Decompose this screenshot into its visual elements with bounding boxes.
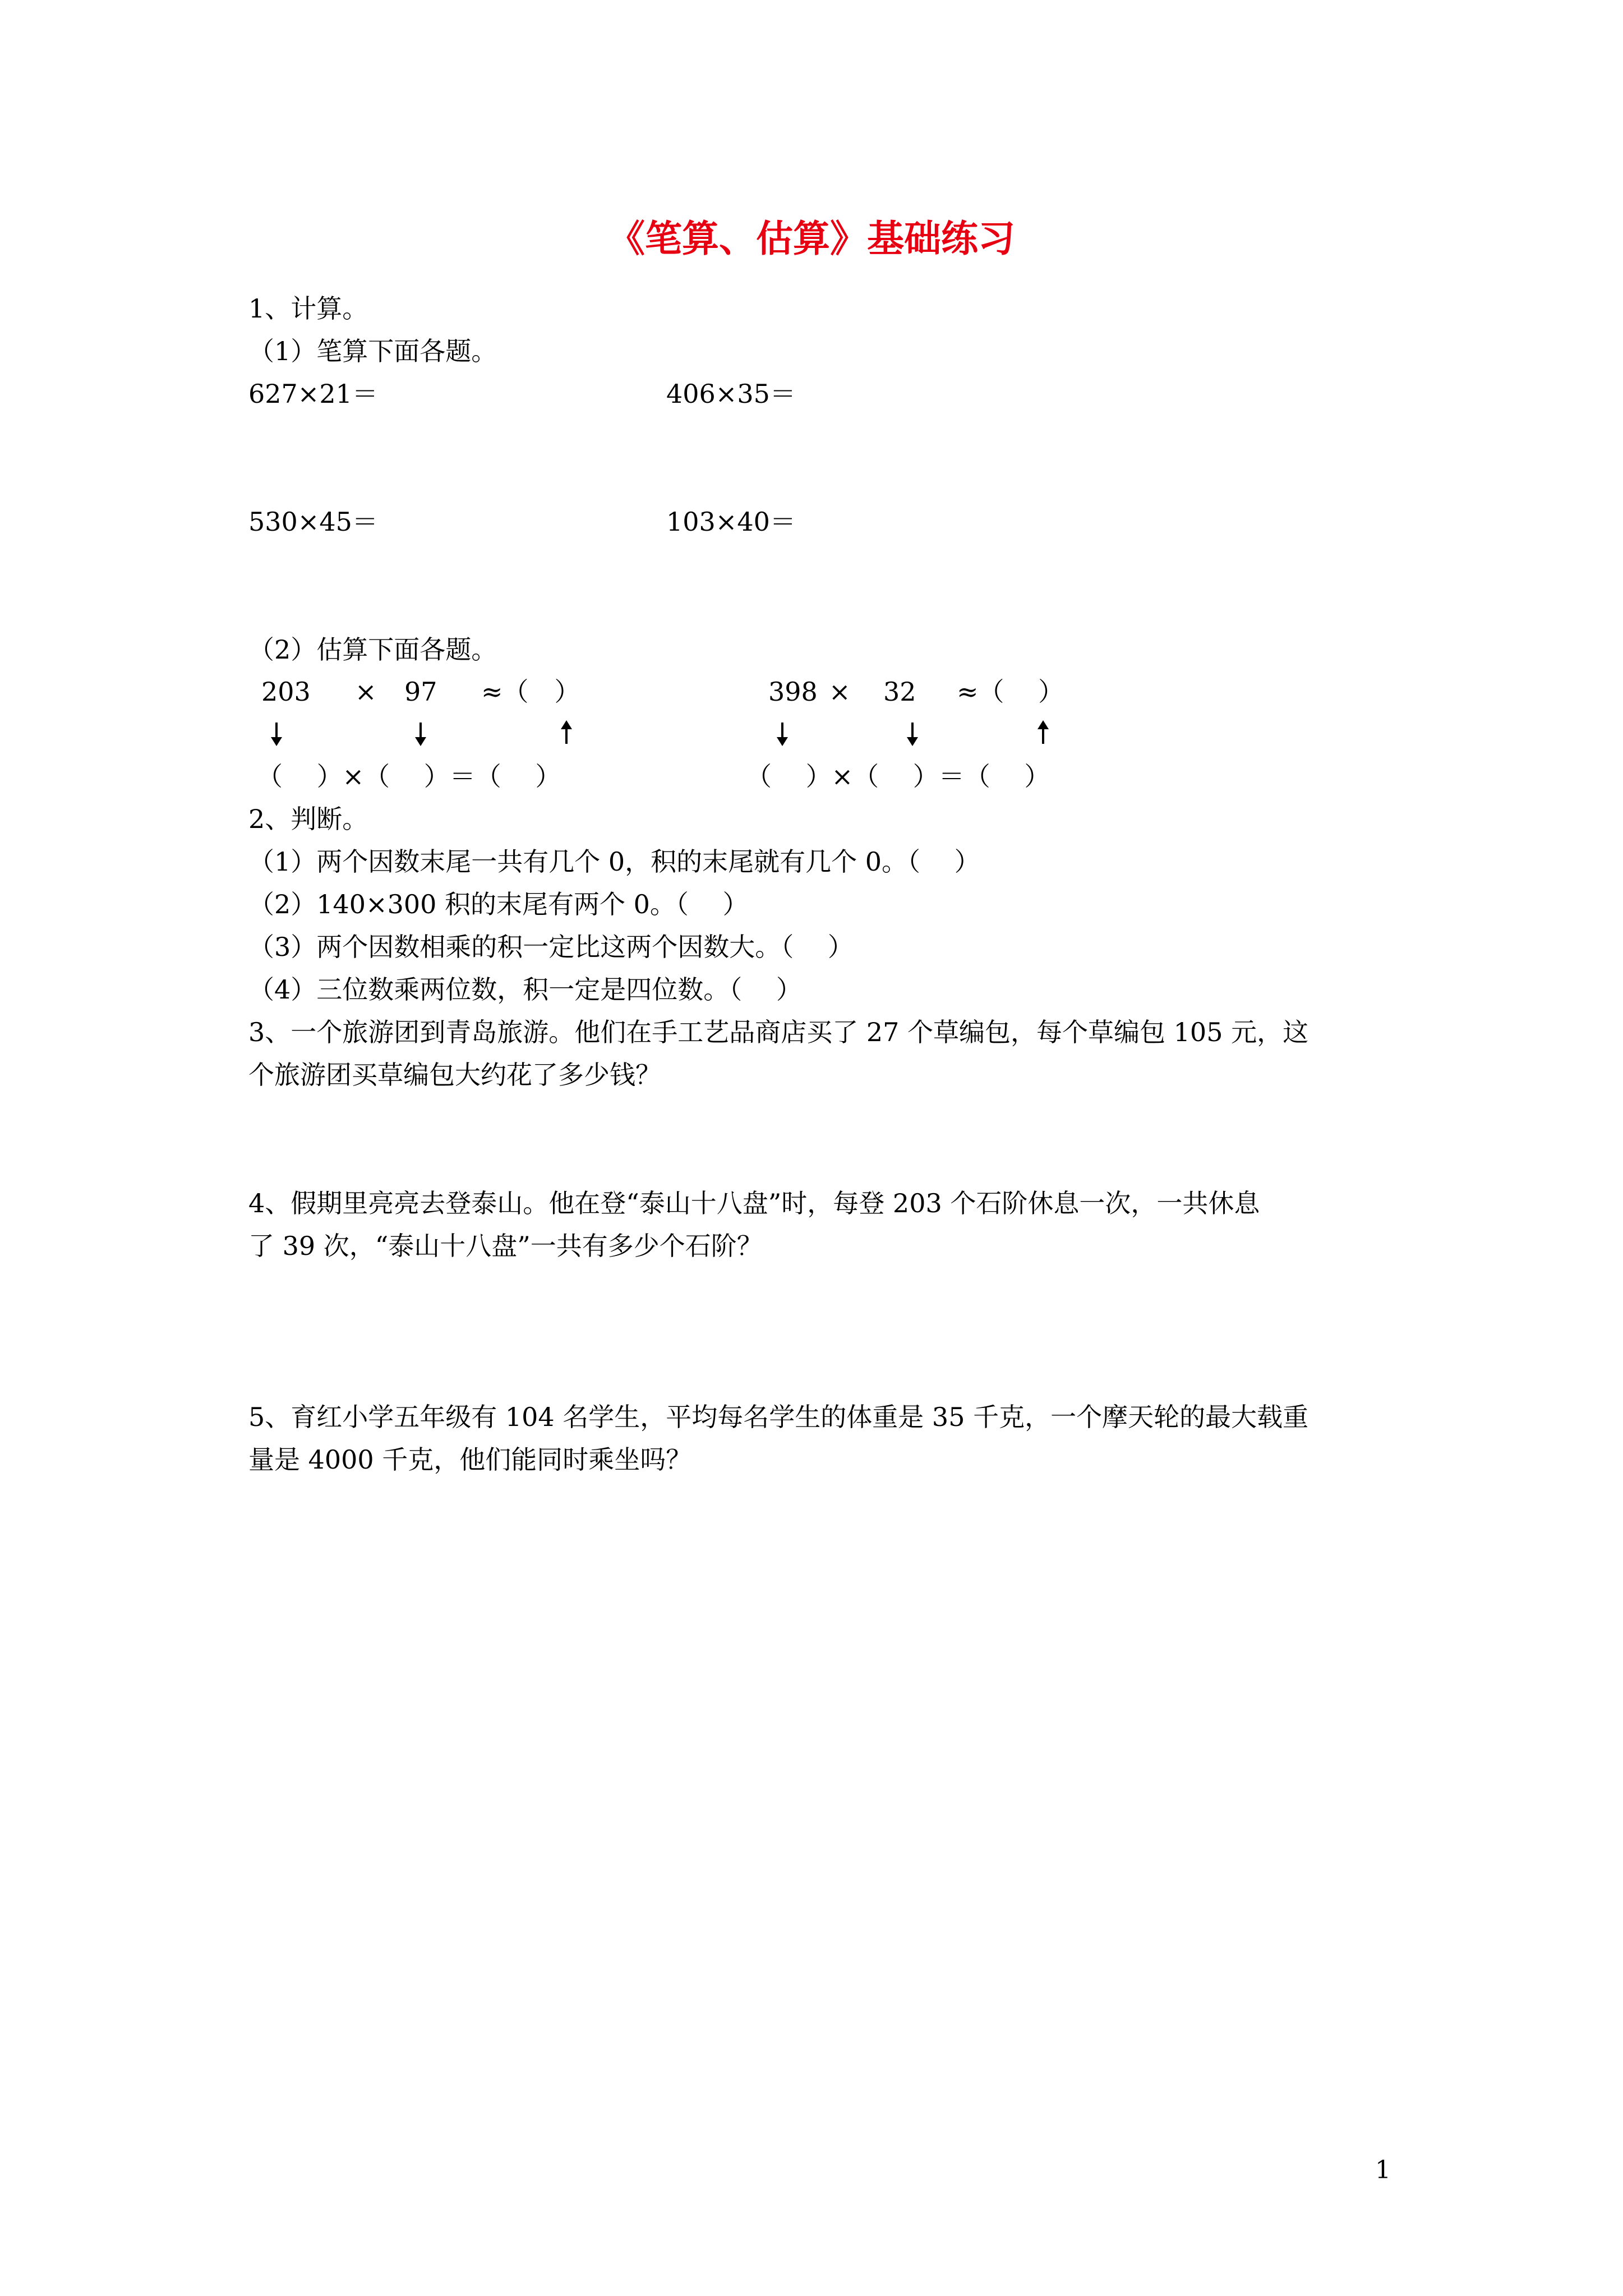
judge-item-3: （3）两个因数相乘的积一定比这两个因数大。（ ） [248,932,854,962]
estimate-left-times: × [355,677,377,707]
q5-line1: 5、育红小学五年级有 104 名学生，平均每名学生的体重是 35 千克，一个摩天轮的最大载重 [248,1402,1309,1432]
problem-406x35: 406×35＝ [666,379,796,409]
q2-heading: 2、判断。 [248,804,368,834]
estimate-right-factor-b: 32 [883,677,916,707]
q1-part2-label: （2）估算下面各题。 [248,634,497,665]
q4-line1: 4、假期里亮亮去登泰山。他在登“泰山十八盘”时，每登 203 个石阶休息一次，一共休息 [248,1188,1260,1218]
judge-item-4: （4）三位数乘两位数，积一定是四位数。（ ） [248,974,802,1005]
estimate-right-times: × [829,677,851,707]
arrow-down-icon [911,723,914,744]
q3-line2: 个旅游团买草编包大约花了多少钱？ [248,1060,661,1090]
q1-part1-label: （1）笔算下面各题。 [248,336,497,366]
q5-line2: 量是 4000 千克，他们能同时乘坐吗？ [248,1444,692,1475]
q1-heading: 1、计算。 [248,293,368,324]
arrow-down-icon [419,723,422,744]
estimate-right-factor-a: 398 [768,677,818,707]
problem-103x40: 103×40＝ [666,507,796,537]
problem-530x45: 530×45＝ [248,507,378,537]
estimate-left-factor-b: 97 [404,677,437,707]
problem-627x21: 627×21＝ [248,379,378,409]
arrow-up-icon [565,723,568,744]
q3-line1: 3、一个旅游团到青岛旅游。他们在手工艺品商店买了 27 个草编包，每个草编包 105 元，这 [248,1017,1309,1047]
estimate-right-blanks: （ ）×（ ）＝（ ） [746,761,1050,792]
judge-item-2: （2）140×300 积的末尾有两个 0。（ ） [248,889,749,919]
q4-line2: 了 39 次，“泰山十八盘”一共有多少个石阶？ [248,1231,763,1261]
arrow-down-icon [275,723,278,744]
judge-item-1: （1）两个因数末尾一共有几个 0，积的末尾就有几个 0。（ ） [248,846,980,877]
estimate-left-factor-a: 203 [261,677,311,707]
estimate-left-approx: ≈（ ） [481,677,580,707]
page-title: 《笔算、估算》基础练习 [608,217,1015,260]
page-number: 1 [1375,2156,1391,2184]
arrow-up-icon [1042,723,1044,744]
arrow-down-icon [781,723,783,744]
estimate-right-approx: ≈（ ） [957,677,1064,707]
estimate-left-blanks: （ ）×（ ）＝（ ） [257,761,561,792]
